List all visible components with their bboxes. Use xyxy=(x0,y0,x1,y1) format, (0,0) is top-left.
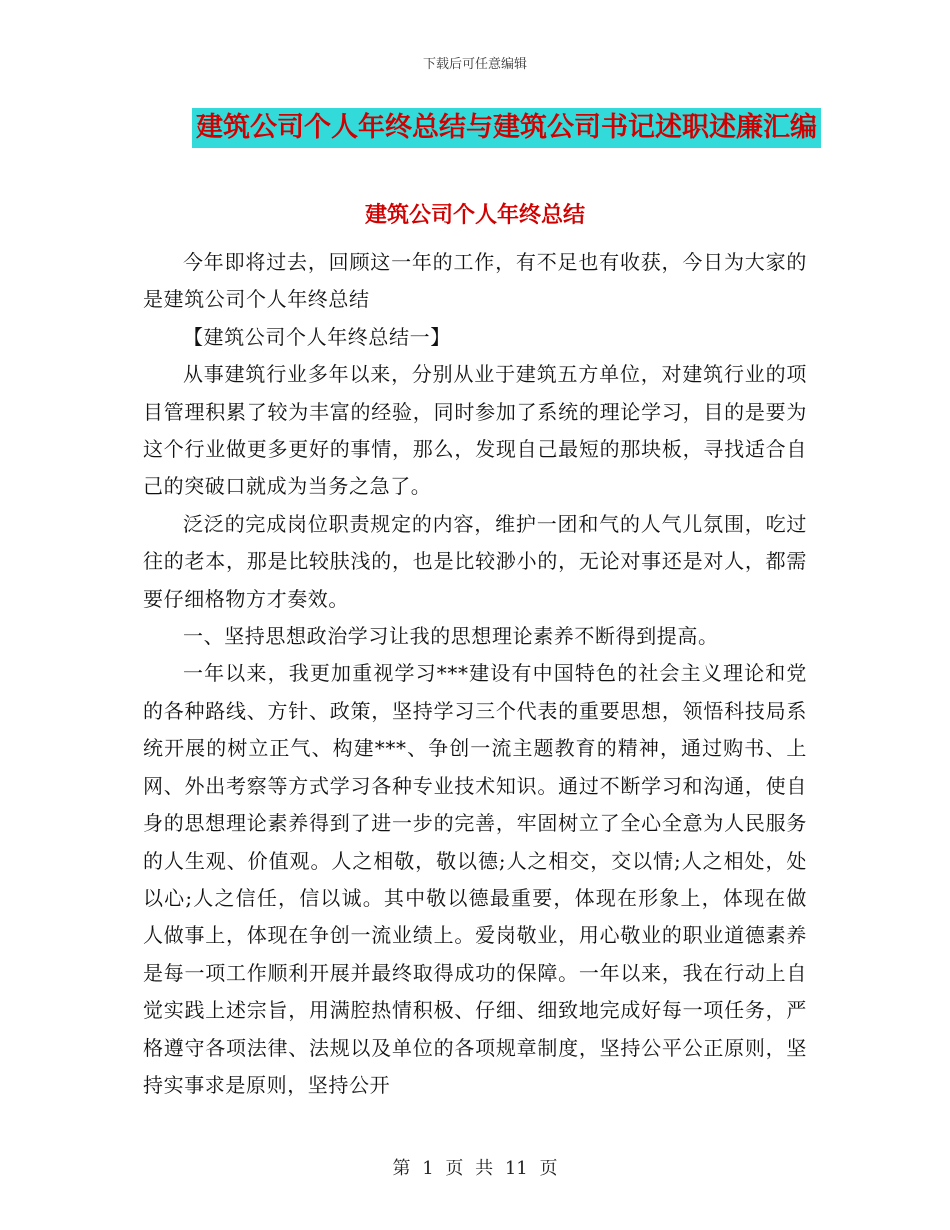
section-heading: 一、坚持思想政治学习让我的思想理论素养不断得到提高。 xyxy=(183,624,719,649)
summary-heading: 【建筑公司个人年终总结一】 xyxy=(183,324,451,349)
body-paragraph: 从事建筑行业多年以来，分别从业于建筑五方单位，对建筑行业的项目管理积累了较为丰富的经验，同时参加了系统的理论学习，目的是要为这个行业做更多更好的事情，那么，发现自己最短的那块板，寻找适合自己的突破口就成为当务之急了。 xyxy=(143,362,807,499)
intro-paragraph: 今年即将过去，回顾这一年的工作，有不足也有收获，今日为大家的是建筑公司个人年终总结 xyxy=(143,250,807,312)
body-paragraph: 泛泛的完成岗位职责规定的内容，维护一团和气的人气儿氛围，吃过往的老本，那是比较肤浅的，也是比较渺小的，无论对事还是对人，都需要仔细格物方才奏效。 xyxy=(143,511,807,611)
page-footer: 第 1 页 共 11 页 xyxy=(392,1158,558,1179)
body-paragraph: 一年以来，我更加重视学习***建设有中国特色的社会主义理论和党的各种路线、方针、政策，坚持学习三个代表的重要思想，领悟科技局系统开展的树立正气、构建***、争创一流主题教育的精神，通过购书、上网、外出考察等方式学习各种专业技术知识。通过不断学习和沟通，使自身的思想理论素养得到了进一步的完善，牢固树立了全心全意为人民服务的人生观、价值观。人之相敬，敬以德;人之相交，交以情;人之相处，处以心;人之信任，信以诚。其中敬以德最重要，体现在形象上，体现在做人做事上，体现在争创一流业绩上。爱岗敬业，用心敬业的职业道德素养是每一项工作顺利开展并最终取得成功的保障。一年以来，我在行动上自觉实践上述宗旨，用满腔热情积极、仔细、细致地完成好每一项任务，严格遵守各项法律、法规以及单位的各项规章制度，坚持公平公正原则，坚持实事求是原则，坚持公开 xyxy=(143,661,808,1097)
page-header-note: 下载后可任意编辑 xyxy=(422,57,527,72)
section-title: 建筑公司个人年终总结 xyxy=(364,202,585,228)
document-main-title: 建筑公司个人年终总结与建筑公司书记述职述廉汇编 xyxy=(192,108,821,148)
document-body xyxy=(143,244,807,1104)
